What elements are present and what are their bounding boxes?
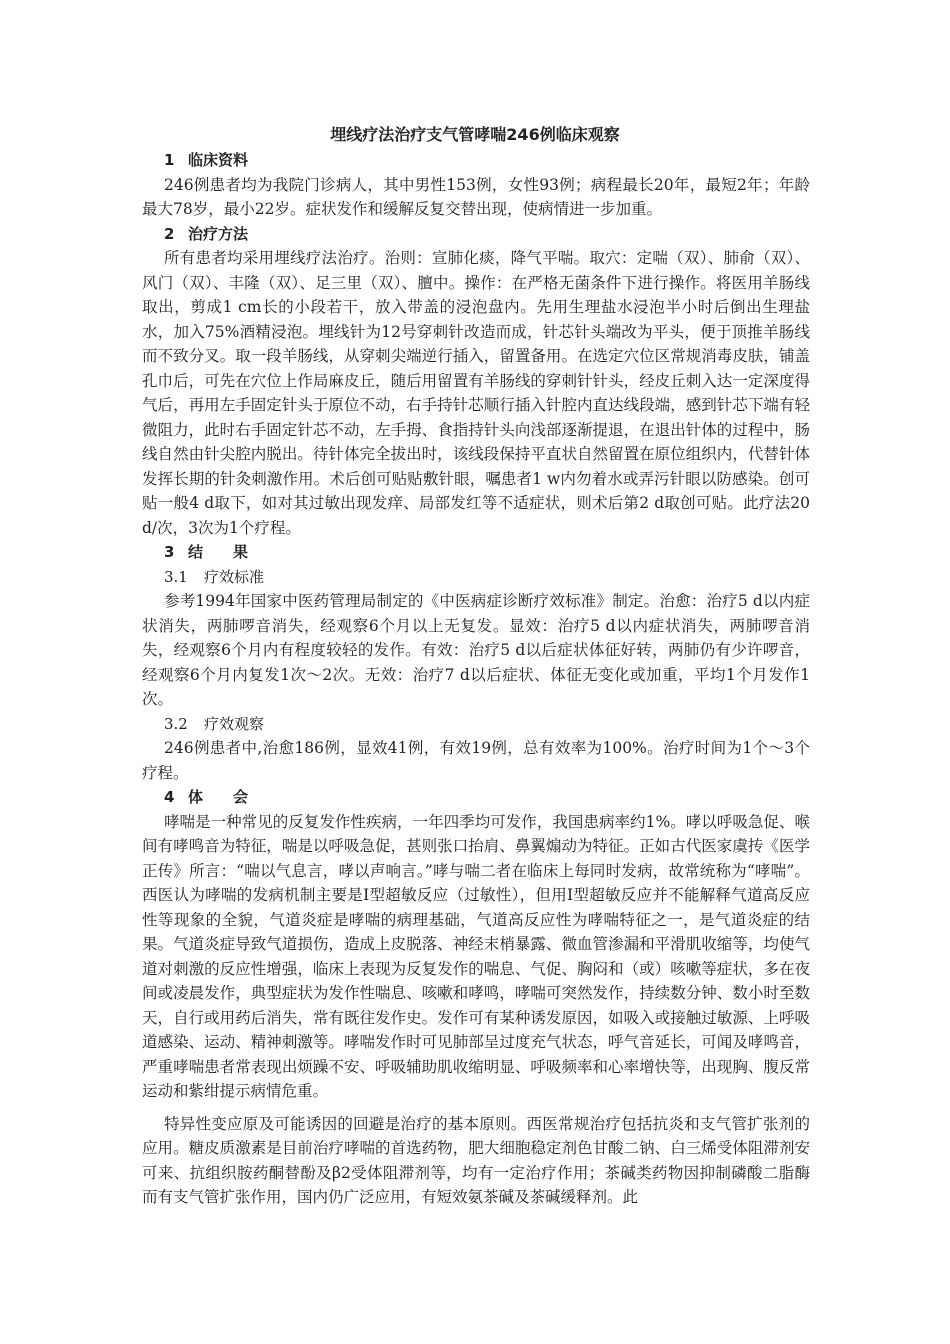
paragraph: 特异性变应原及可能诱因的回避是治疗的基本原则。西医常规治疗包括抗炎和支气管扩张剂的应用。糖皮质激素是目前治疗哮喘的首选药物，肥大细胞稳定剂色甘酸二钠、白三烯受体阻滞剂安可来、抗组织胺药酮替酚及β2受体阻滞剂等，均有一定治疗作用；茶碱类药物因抑制磷酸二脂酶而有支气管扩张作用，国内仍广泛应用，有短效氨茶碱及茶碱缓释剂。此 (142, 1114, 810, 1206)
section-heading-4 (142, 785, 810, 810)
subsection-title: 疗效标准 (204, 567, 265, 586)
paragraph: 所有患者均采用埋线疗法治疗。治则：宣肺化痰，降气平喘。取穴：定喘（双）、肺俞（双）、风门（双）、丰隆（双）、足三里（双）、膻中。操作：在严格无菌条件下进行操作。将医用羊肠线取出，剪成1 cm长的小段若干，放入带盖的浸泡盘内。先用生理盐水浸泡半小时后倒出生理盐水，加入75%酒精浸泡。埋线针为12号穿刺针改造而成，针芯针头端改为平头，便于顶推羊肠线而不致分叉。取一段羊肠线，从穿刺尖端逆行插入，留置备用。在选定穴位区常规消毒皮肤，铺盖孔巾后，可先在穴位上作局麻皮丘，随后用留置有羊肠线的穿刺针针头，经皮丘刺入达一定深度得气后，再用左手固定针头于原位不动，右手持针芯顺行插入针腔内直达线段端，感到针芯下端有轻微阻力，此时右手固定针芯不动，左手拇、食指持针头向浅部逐渐提退，在退出针体的过程中，肠线自然由针尖腔内脱出。待针体完全拔出时，该线段保持平直状自然留置在原位组织内，代替针体发挥长期的针灸刺激作用。术后创可贴贴敷针眼，嘱患者1 w内勿着水或弄污针眼以防感染。创可贴一般4 d取下，如对其过敏出现发痒、局部发红等不适症状，则术后第2 d取创可贴。此疗法20 d/次，3次为1个疗程。 (142, 249, 810, 537)
section-number: 4 (164, 788, 175, 806)
section-title: 结 果 (188, 543, 249, 561)
section-heading-2 (142, 222, 810, 247)
document-body (142, 148, 810, 1210)
paragraph: 参考1994年国家中医药管理局制定的《中医病症诊断疗效标准》制定。治愈：治疗5 d以内症状消失，两肺啰音消失，经观察6个月以上无复发。显效：治疗5 d以内症状消失，两肺啰音消失，经观察6个月内有程度较轻的发作。有效：治疗5 d以后症状体征好转，两肺仍有少许啰音，经观察6个月内复发1次～2次。无效：治疗7 d以后症状、体征无变化或加重，平均1个月发作1次。 (142, 592, 810, 708)
subsection-title: 疗效观察 (204, 714, 265, 733)
section-number: 2 (164, 224, 175, 243)
paragraph: 246例患者均为我院门诊病人，其中男性153例，女性93例；病程最长20年，最短2年；年龄最大78岁，最小22岁。症状发作和缓解反复交替出现，使病情进一步加重。 (142, 175, 810, 218)
subsection-heading-3-1 (142, 565, 810, 590)
section-number: 3 (164, 543, 175, 561)
document-title: 埋线疗法治疗支气管哮喘246例临床观察 (330, 125, 620, 144)
section-title: 体 会 (188, 788, 249, 806)
subsection-number: 3.2 (164, 714, 188, 733)
section-title: 临床资料 (188, 151, 249, 169)
section-title: 治疗方法 (188, 224, 249, 243)
paragraph: 246例患者中,治愈186例，显效41例，有效19例，总有效率为100%。治疗时间为1个～3个疗程。 (142, 739, 810, 782)
subsection-number: 3.1 (164, 567, 188, 586)
paragraph: 哮喘是一种常见的反复发作性疾病，一年四季均可发作，我国患病率约1%。哮以呼吸急促、喉间有哮鸣音为特征，喘是以呼吸急促，甚则张口抬肩、鼻翼煽动为特征。正如古代医家虞抟《医学正传》所言：“喘以气息言，哮以声响言。”哮与喘二者在临床上每同时发病，故常统称为“哮喘”。西医认为哮喘的发病机制主要是Ⅰ型超敏反应（过敏性），但用Ⅰ型超敏反应并不能解释气道高反应性等现象的全貌，气道炎症是哮喘的病理基础，气道高反应性为哮喘特征之一，是气道炎症的结果。气道炎症导致气道损伤，造成上皮脱落、神经末梢暴露、微血管渗漏和平滑肌收缩等，均使气道对刺激的反应性增强，临床上表现为反复发作的喘息、气促、胸闷和（或）咳嗽等症状，多在夜间或凌晨发作，典型症状为发作性喘息、咳嗽和哮鸣，哮喘可突然发作，持续数分钟、数小时至数天，自行或用药后消失，常有既往发作史。发作可有某种诱发原因，如吸入或接触过敏源、上呼吸道感染、运动、精神刺激等。哮喘发作时可见肺部呈过度充气状态，呼气音延长，可闻及哮鸣音，严重哮喘患者常表现出烦躁不安、呼吸辅助肌收缩明显、呼吸频率和心率增快等，出现胸、腹反常运动和紫绀提示病情危重。 (142, 812, 810, 1100)
section-number: 1 (164, 151, 175, 169)
section-heading-1 (142, 148, 810, 173)
section-heading-3 (142, 540, 810, 565)
subsection-heading-3-2 (142, 712, 810, 737)
